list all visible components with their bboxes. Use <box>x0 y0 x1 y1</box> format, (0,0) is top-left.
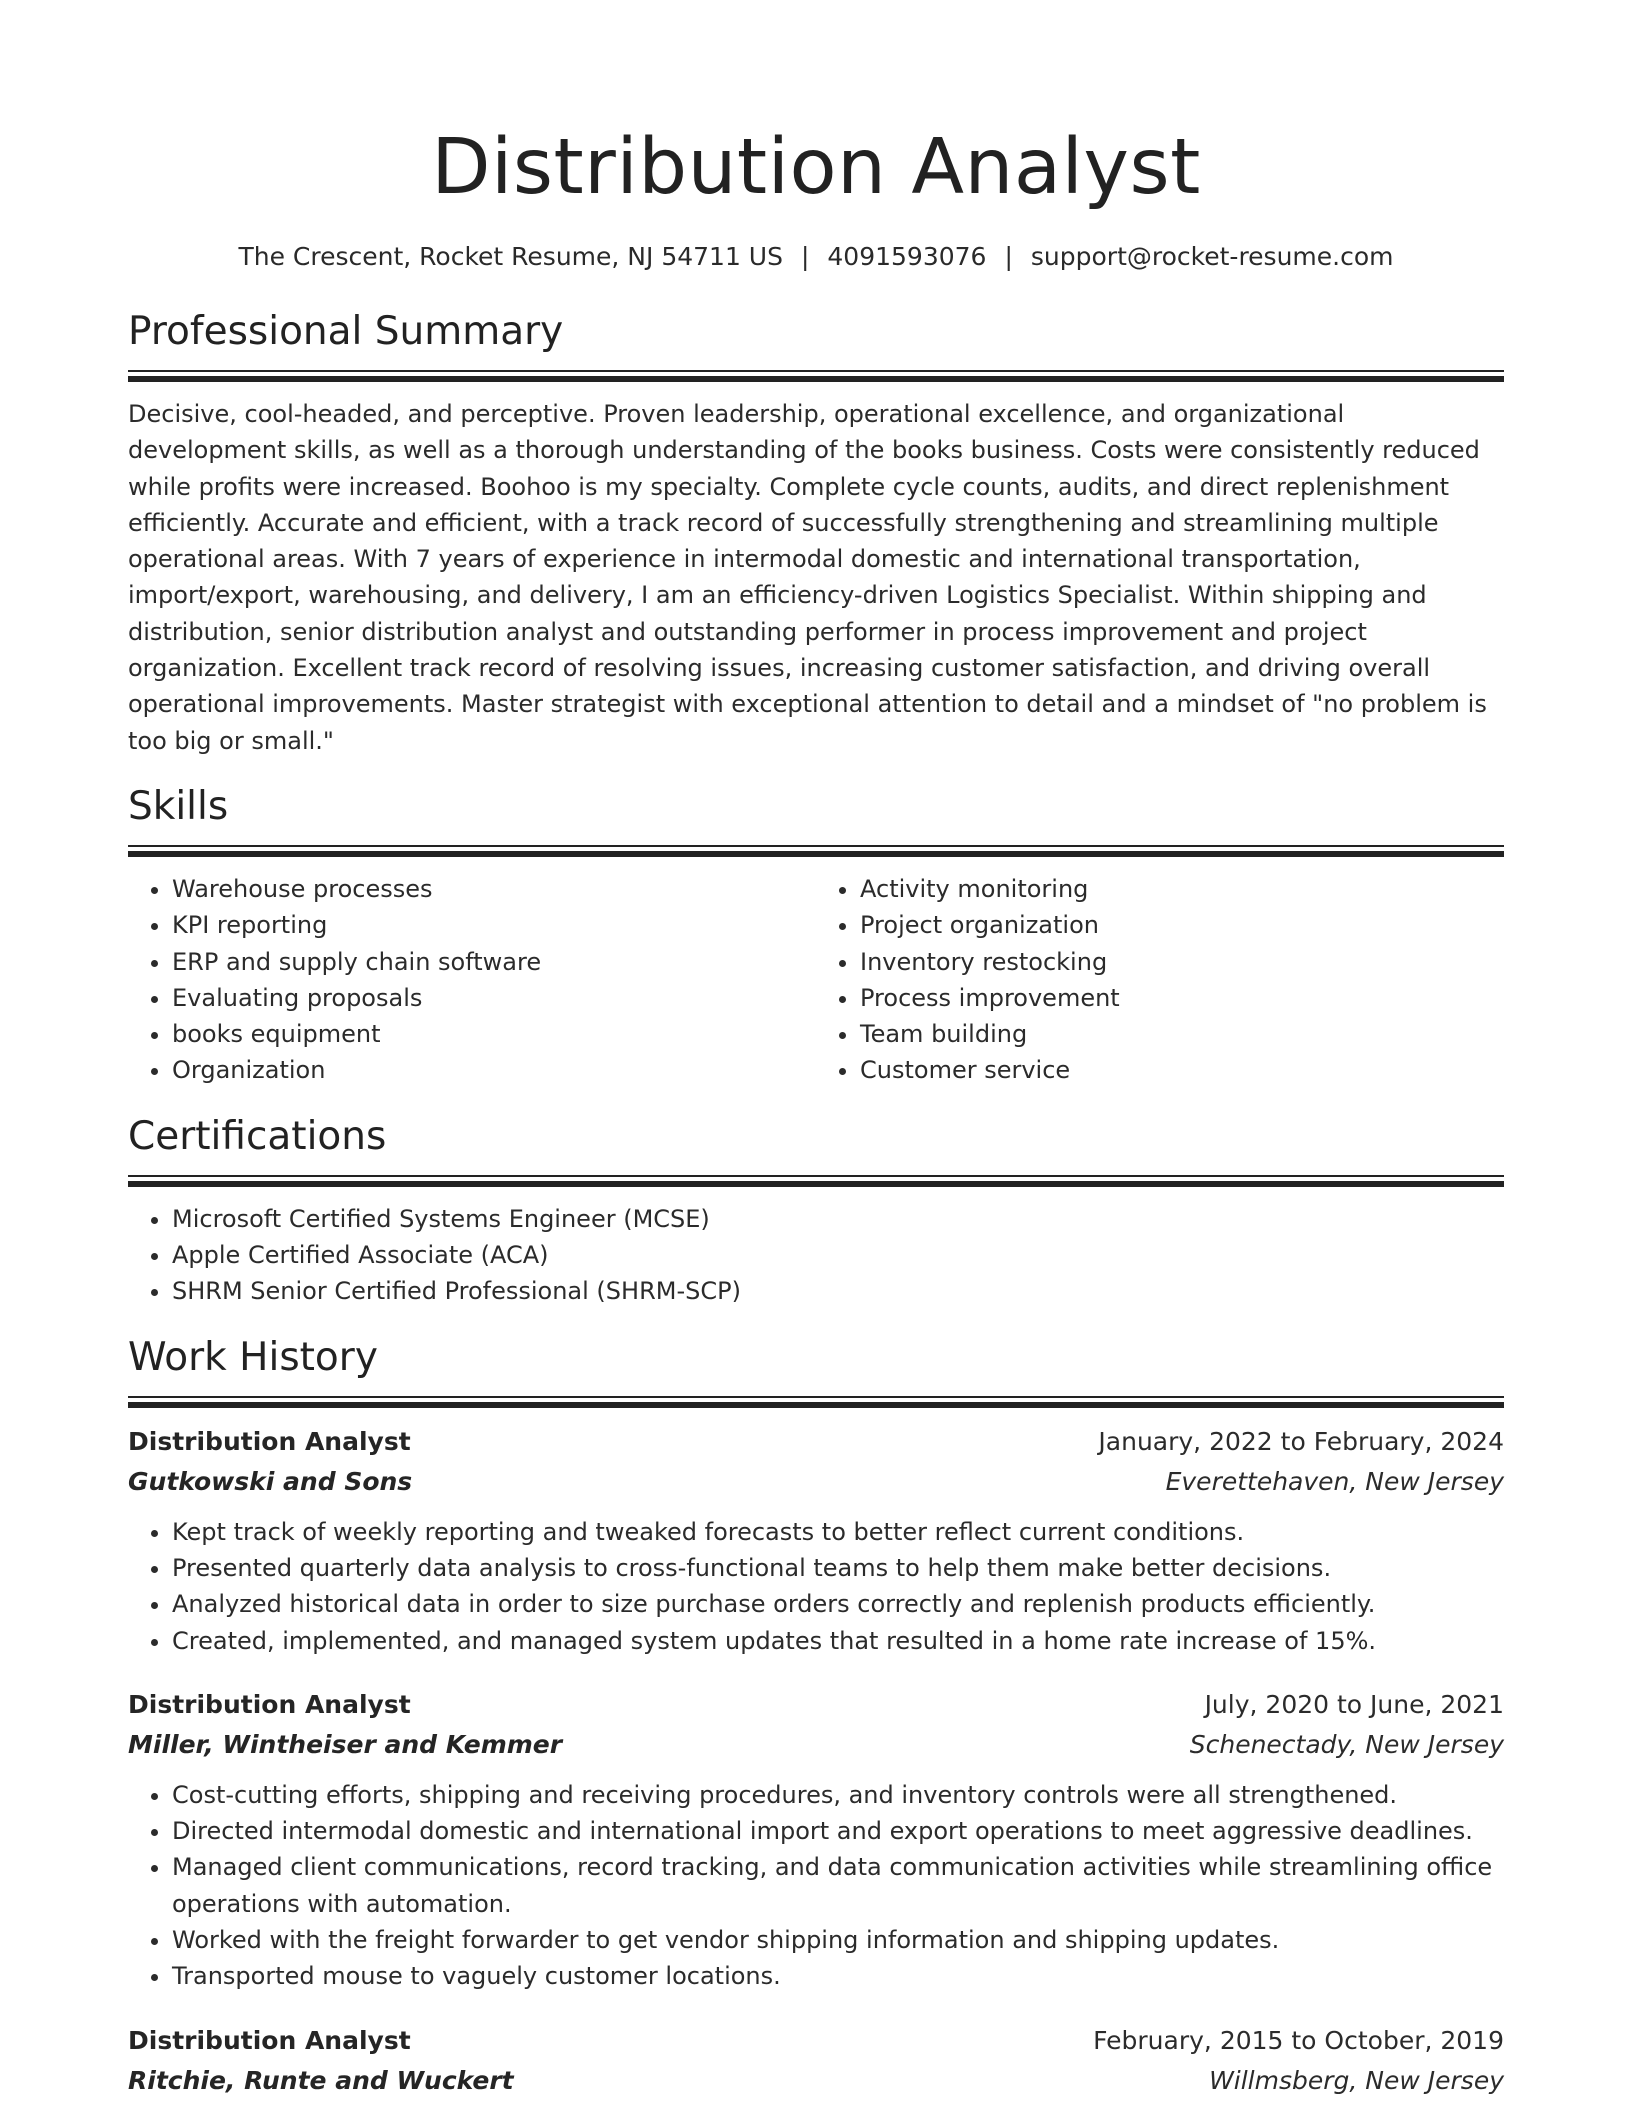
job-company: Miller, Wintheiser and Kemmer <box>128 1729 563 1759</box>
section-divider <box>128 370 1504 382</box>
contact-address: The Crescent, Rocket Resume, NJ 54711 US <box>238 242 783 271</box>
certification-item: • Apple Certified Associate (ACA) <box>172 1237 1504 1273</box>
work-history-section <box>128 1332 1504 2101</box>
contact-phone: 4091593076 <box>827 242 987 271</box>
job-duty: • Presented quarterly data analysis to cross-functional teams to help them make better decisions. <box>172 1550 1504 1586</box>
skill-item: • books equipment <box>172 1016 816 1052</box>
job-duty: • Analyzed historical data in order to size purchase orders correctly and replenish products efficiently. <box>172 1586 1504 1622</box>
section-divider <box>128 1175 1504 1187</box>
job-duty: • Directed intermodal domestic and international import and export operations to meet aggressive deadlines. <box>172 1813 1504 1849</box>
job-entry <box>128 1685 1504 1995</box>
skill-item: • Project organization <box>860 907 1504 943</box>
job-company-row <box>128 1462 1504 1502</box>
section-title-skills: Skills <box>128 783 229 829</box>
skills-right-list <box>816 871 1504 1089</box>
job-duty: • Transported mouse to vaguely customer locations. <box>172 1958 1504 1994</box>
job-header-row <box>128 2021 1504 2061</box>
contact-email: support@rocket-resume.com <box>1030 242 1394 271</box>
summary-section <box>128 306 1504 759</box>
job-dates: July, 2020 to June, 2021 <box>1204 1689 1504 1719</box>
section-title-summary: Professional Summary <box>128 309 564 354</box>
job-duties-list <box>128 1514 1504 1659</box>
section-title-work-history: Work History <box>128 1334 378 1380</box>
certifications-section <box>128 1111 1504 1310</box>
job-duty: • Cost-cutting efforts, shipping and receiving procedures, and inventory controls were all strengthened. <box>172 1777 1504 1813</box>
job-company-row <box>128 1725 1504 1765</box>
summary-text: Decisive, cool-headed, and perceptive. Proven leadership, operational excellence, and organizational development skills, as well as a thorough understanding of the books business. Costs were consistently reduced while profits were increased. Boohoo is my specialty. Complete cycle counts, audits, and direct replenishment efficiently. Accurate and efficient, with a track record of successfully strengthening and streamlining multiple operational areas. With 7 years of experience in intermodal domestic and international transportation, import/export, warehousing, and delivery, I am an efficiency-driven Logistics Specialist. Within shipping and distribution, senior distribution analyst and outstanding performer in process improvement and project organization. Excellent track record of resolving issues, increasing customer satisfaction, and driving overall operational improvements. Master strategist with exceptional attention to detail and a mindset of "no problem is too big or small." <box>128 400 1487 755</box>
job-header-row <box>128 1422 1504 1462</box>
job-duties-list <box>128 1777 1504 1995</box>
job-company: Gutkowski and Sons <box>128 1466 413 1496</box>
job-header-row <box>128 1685 1504 1725</box>
job-duty: • Managed client communications, record tracking, and data communication activities while streamlining office operations with automation. <box>172 1849 1504 1922</box>
job-company-row <box>128 2061 1504 2101</box>
job-dates: January, 2022 to February, 2024 <box>1098 1426 1504 1456</box>
skill-item: • Process improvement <box>860 980 1504 1016</box>
job-duty: • Kept track of weekly reporting and tweaked forecasts to better reflect current conditions. <box>172 1514 1504 1550</box>
certifications-list <box>128 1201 1504 1310</box>
job-duty: • Worked with the freight forwarder to get vendor shipping information and shipping updates. <box>172 1922 1504 1958</box>
section-divider <box>128 845 1504 857</box>
skill-item: • Inventory restocking <box>860 944 1504 980</box>
certification-item: • Microsoft Certified Systems Engineer (MCSE) <box>172 1201 1504 1237</box>
skill-item: • KPI reporting <box>172 907 816 943</box>
job-title: Distribution Analyst <box>128 1426 411 1456</box>
job-title: Distribution Analyst <box>128 1689 411 1719</box>
contact-line <box>128 240 1504 274</box>
certification-item: • SHRM Senior Certified Professional (SHRM-SCP) <box>172 1273 1504 1309</box>
skill-item: • Evaluating proposals <box>172 980 816 1016</box>
skill-item: • Team building <box>860 1016 1504 1052</box>
skills-section <box>128 781 1504 1089</box>
skill-item: • Warehouse processes <box>172 871 816 907</box>
job-title: Distribution Analyst <box>128 2025 411 2055</box>
job-location: Everettehaven, New Jersey <box>1165 1466 1504 1496</box>
skill-item: • Organization <box>172 1052 816 1088</box>
job-dates: February, 2015 to October, 2019 <box>1093 2025 1504 2055</box>
skill-item: • ERP and supply chain software <box>172 944 816 980</box>
skills-left-list <box>128 871 816 1089</box>
job-location: Willmsberg, New Jersey <box>1209 2065 1504 2095</box>
job-duty: • Created, implemented, and managed system updates that resulted in a home rate increase of 15%. <box>172 1623 1504 1659</box>
section-title-certifications: Certifications <box>128 1113 387 1159</box>
section-divider <box>128 1396 1504 1408</box>
job-location: Schenectady, New Jersey <box>1189 1729 1504 1759</box>
skill-item: • Customer service <box>860 1052 1504 1088</box>
contact-separator: | <box>800 242 810 271</box>
job-company: Ritchie, Runte and Wuckert <box>128 2065 514 2095</box>
skills-columns <box>128 871 1504 1089</box>
job-entry <box>128 1422 1504 1659</box>
job-entry <box>128 2021 1504 2101</box>
contact-separator: | <box>1004 242 1013 271</box>
skill-item: • Activity monitoring <box>860 871 1504 907</box>
resume-name: Distribution Analyst <box>431 123 1201 212</box>
